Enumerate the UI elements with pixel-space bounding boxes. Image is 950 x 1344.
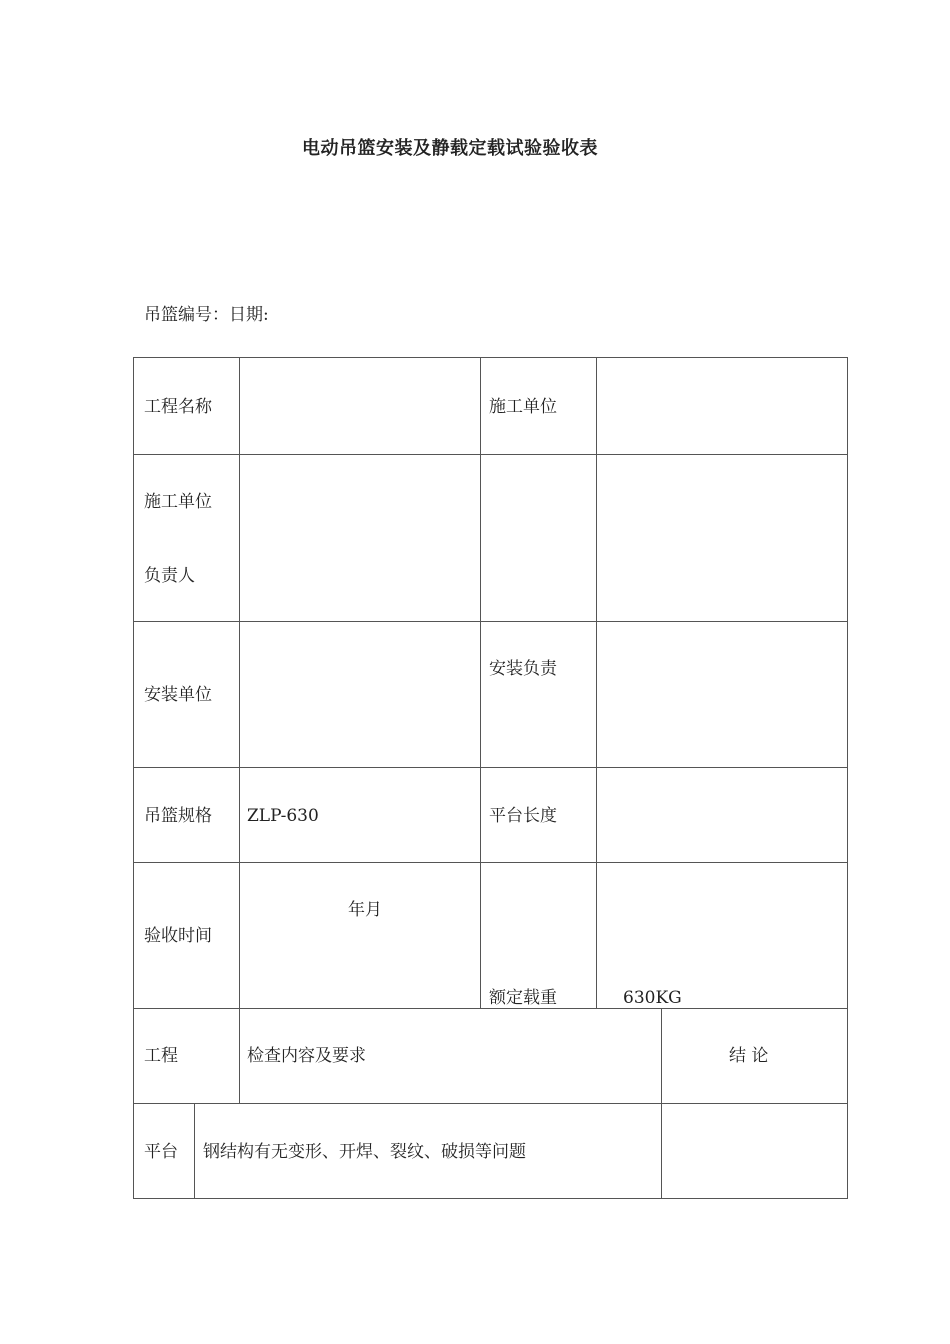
cell-row2-col4[interactable]	[596, 454, 848, 622]
install-leader-label: 安装负责	[489, 659, 557, 679]
check-item-platform: 平台	[144, 1142, 178, 1162]
check-content-header: 检查内容及要求	[247, 1046, 366, 1066]
cell-platform-length-value[interactable]	[596, 767, 848, 863]
accept-time-value: 年月	[348, 900, 382, 920]
construction-leader-label-line1: 施工单位	[144, 492, 212, 512]
cell-install-unit-value[interactable]	[239, 621, 481, 768]
accept-time-label: 验收时间	[144, 926, 212, 946]
cell-check-conclusion-platform[interactable]	[661, 1103, 848, 1199]
project-name-label: 工程名称	[144, 397, 212, 417]
spec-value: ZLP-630	[247, 806, 319, 826]
construction-unit-label: 施工单位	[489, 397, 557, 417]
cell-project-name-value[interactable]	[239, 357, 481, 455]
construction-leader-label-line2: 负责人	[144, 566, 195, 586]
page-title: 电动吊篮安装及静载定载试验验收表	[302, 138, 598, 159]
basket-number-date-line: 吊篮编号：日期:	[144, 305, 269, 325]
cell-construction-leader-value[interactable]	[239, 454, 481, 622]
install-unit-label: 安装单位	[144, 685, 212, 705]
spec-label: 吊篮规格	[144, 806, 212, 826]
cell-row2-col3[interactable]	[480, 454, 597, 622]
check-conclusion-header: 结 论	[729, 1046, 769, 1066]
check-content-platform: 钢结构有无变形、开焊、裂纹、破损等问题	[203, 1142, 526, 1162]
rated-load-label: 额定载重	[489, 988, 557, 1008]
cell-install-leader-label	[480, 621, 597, 768]
platform-length-label: 平台长度	[489, 806, 557, 826]
rated-load-value: 630KG	[623, 988, 682, 1008]
cell-rated-load-value[interactable]	[596, 862, 848, 1009]
cell-construction-leader-label	[133, 454, 240, 622]
check-item-header: 工程	[144, 1046, 178, 1066]
cell-install-leader-value[interactable]	[596, 621, 848, 768]
cell-construction-unit-value[interactable]	[596, 357, 848, 455]
cell-rated-load-label	[480, 862, 597, 1009]
cell-accept-time-value[interactable]	[239, 862, 481, 1009]
